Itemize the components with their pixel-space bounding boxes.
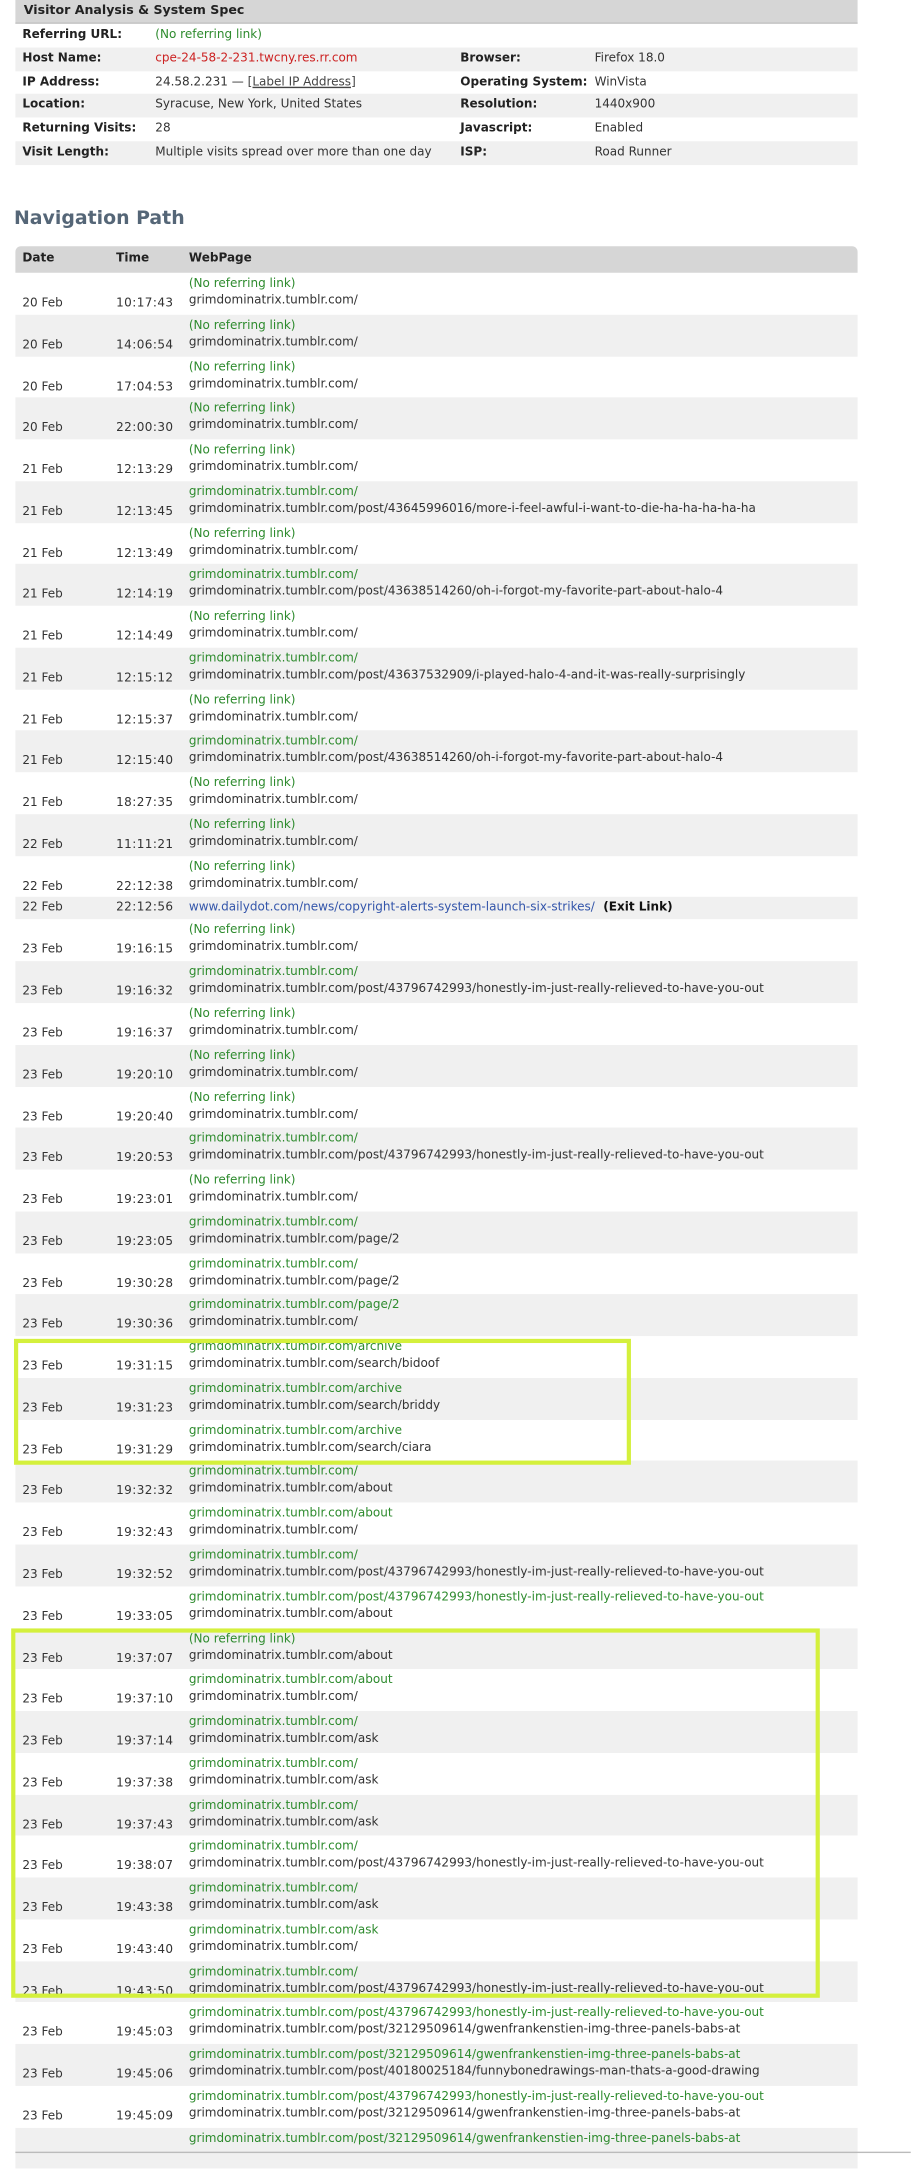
nav-row (15, 398, 857, 440)
nav-row-date: 23 Feb (22, 1818, 63, 1833)
nav-row (15, 1669, 857, 1711)
nav-row-referrer: (No referring link) (188, 318, 296, 333)
navigation-title: Navigation Path (13, 207, 185, 230)
nav-row (15, 1461, 857, 1503)
nav-row-date: 23 Feb (22, 1235, 63, 1250)
nav-row-referrer: (No referring link) (188, 401, 296, 416)
nav-row-date: 23 Feb (22, 1443, 63, 1458)
nav-row-time: 19:23:05 (116, 1235, 174, 1250)
nav-row (15, 1045, 857, 1087)
nav-row-date: 23 Feb (22, 943, 63, 958)
nav-row-webpage[interactable]: grimdominatrix.tumblr.com/ (188, 377, 358, 392)
label-ip-link[interactable]: [Label IP Address] (247, 74, 356, 89)
nav-row-date: 21 Feb (22, 629, 63, 644)
nav-row-date: 23 Feb (22, 1276, 63, 1291)
nav-row-referrer: (No referring link) (188, 1090, 296, 1105)
nav-row-webpage[interactable]: grimdominatrix.tumblr.com/page/2 (188, 1273, 400, 1288)
exit-link-url[interactable]: www.dailydot.com/news/copyright-alerts-system-launch-six-strikes/ (188, 901, 595, 916)
nav-row-webpage[interactable]: grimdominatrix.tumblr.com/search/bidoof (188, 1357, 440, 1372)
nav-row-webpage[interactable]: grimdominatrix.tumblr.com/ (188, 460, 358, 475)
nav-row-referrer[interactable]: grimdominatrix.tumblr.com/ (188, 1548, 358, 1563)
nav-row-webpage[interactable]: grimdominatrix.tumblr.com/post/43638514260/oh-i-forgot-my-favorite-part-about-halo-4 (188, 585, 724, 600)
nav-row-referrer[interactable]: grimdominatrix.tumblr.com/ (188, 735, 358, 750)
nav-row-time: 22:00:30 (116, 421, 174, 436)
col-date-header: Date (22, 251, 55, 266)
nav-row-date: 23 Feb (22, 1026, 63, 1041)
nav-row-referrer[interactable]: grimdominatrix.tumblr.com/ (188, 1215, 358, 1230)
nav-row-date: 21 Feb (22, 713, 63, 727)
nav-row-date: 23 Feb (22, 1776, 63, 1791)
nav-row-referrer[interactable]: grimdominatrix.tumblr.com/post/43796742993/honestly-im-just-really-relieved-to-have-you-out (188, 2089, 764, 2104)
ip-label: IP Address: (22, 74, 100, 89)
nav-row-referrer[interactable]: grimdominatrix.tumblr.com/ask (188, 1923, 379, 1938)
nav-row-webpage[interactable]: grimdominatrix.tumblr.com/post/43796742993/honestly-im-just-really-relieved-to-have-you-out (188, 1981, 764, 1996)
nav-row (15, 1086, 857, 1128)
nav-row (15, 814, 857, 856)
col-webpage-header: WebPage (188, 251, 252, 266)
nav-row-time: 12:15:37 (116, 713, 174, 727)
nav-row-time: 19:37:38 (116, 1776, 174, 1791)
nav-row-time: 19:31:23 (116, 1401, 174, 1416)
nav-row (15, 1794, 857, 1836)
nav-row-time: 19:37:14 (116, 1734, 174, 1749)
nav-row-time: 19:43:40 (116, 1943, 174, 1958)
nav-row-referrer[interactable]: grimdominatrix.tumblr.com/ (188, 965, 358, 980)
nav-row-referrer[interactable]: grimdominatrix.tumblr.com/about (188, 1673, 393, 1688)
nav-row-time: 19:20:40 (116, 1110, 174, 1125)
javascript-label: Javascript: (460, 121, 533, 136)
nav-row-time: 19:30:36 (116, 1318, 174, 1333)
nav-row (15, 1211, 857, 1253)
nav-row-date: 23 Feb (22, 1609, 63, 1624)
referring-label: Referring URL: (22, 27, 123, 42)
nav-row-referrer: (No referring link) (188, 776, 296, 791)
spec-row-ip (15, 71, 857, 94)
nav-row-referrer[interactable]: grimdominatrix.tumblr.com/post/32129509614/gwenfrankenstien-img-three-panels-babs-at (188, 2131, 741, 2146)
nav-row-webpage[interactable]: grimdominatrix.tumblr.com/ask (188, 1773, 379, 1788)
nav-row (15, 961, 857, 1003)
nav-row (15, 1253, 857, 1295)
nav-row-time: 19:45:03 (116, 2026, 174, 2041)
nav-row-webpage[interactable]: grimdominatrix.tumblr.com/ (188, 626, 358, 641)
nav-row-webpage[interactable]: grimdominatrix.tumblr.com/ (188, 543, 358, 558)
nav-row (15, 731, 857, 773)
nav-row-time: 19:45:06 (116, 2067, 174, 2082)
nav-row-webpage[interactable]: grimdominatrix.tumblr.com/post/43796742993/honestly-im-just-really-relieved-to-have-you-out (188, 1149, 764, 1164)
nav-row-webpage[interactable]: grimdominatrix.tumblr.com/ (188, 876, 358, 891)
nav-row-webpage[interactable]: grimdominatrix.tumblr.com/ask (188, 1815, 379, 1830)
nav-row-time: 19:33:05 (116, 1609, 174, 1624)
location-label: Location: (22, 98, 86, 113)
nav-row-date: 23 Feb (22, 1151, 63, 1166)
nav-row-webpage[interactable]: grimdominatrix.tumblr.com/ (188, 1315, 358, 1330)
nav-row-referrer[interactable]: grimdominatrix.tumblr.com/page/2 (188, 1298, 400, 1313)
nav-row-time: 19:38:07 (116, 1859, 174, 1874)
nav-row-referrer[interactable]: grimdominatrix.tumblr.com/post/43796742993/honestly-im-just-really-relieved-to-have-you-out (188, 1590, 764, 1605)
nav-row-date: 23 Feb (22, 1984, 63, 1999)
nav-row-time: 18:27:35 (116, 796, 174, 811)
host-value: cpe-24-58-2-231.twcny.res.rr.com (155, 51, 358, 66)
nav-row-time: 19:20:53 (116, 1151, 174, 1166)
nav-row-date: 23 Feb (22, 2109, 63, 2124)
nav-row-webpage[interactable]: grimdominatrix.tumblr.com/ (188, 1190, 358, 1205)
nav-row-referrer[interactable]: grimdominatrix.tumblr.com/ (188, 651, 358, 666)
returning-label: Returning Visits: (22, 121, 137, 136)
nav-row-webpage[interactable]: grimdominatrix.tumblr.com/ (188, 940, 358, 955)
nav-row-time: 19:43:50 (116, 1984, 174, 1999)
nav-row (15, 439, 857, 481)
spec-header: Visitor Analysis & System Spec (15, 0, 857, 24)
nav-row-date: 23 Feb (22, 1859, 63, 1874)
browser-value: Firefox 18.0 (594, 51, 665, 66)
nav-row-webpage[interactable]: grimdominatrix.tumblr.com/post/43637532909/i-played-halo-4-and-it-was-really-surprisingly (188, 668, 746, 683)
nav-row (15, 1586, 857, 1628)
ip-value: 24.58.2.231 — (155, 74, 244, 89)
location-value: Syracuse, New York, United States (155, 98, 362, 113)
nav-row (15, 648, 857, 690)
nav-row (15, 897, 857, 919)
nav-row-webpage[interactable]: grimdominatrix.tumblr.com/post/43796742993/honestly-im-just-really-relieved-to-have-you-out (188, 982, 764, 997)
nav-row-referrer[interactable]: grimdominatrix.tumblr.com/ (188, 1465, 358, 1480)
nav-row-date: 23 Feb (22, 1901, 63, 1916)
exit-link-label: (Exit Link) (603, 901, 673, 916)
nav-row-date: 23 Feb (22, 1943, 63, 1958)
nav-row-time: 19:32:52 (116, 1568, 174, 1583)
nav-row (15, 1378, 857, 1420)
nav-row (15, 2127, 857, 2169)
nav-row (15, 2003, 857, 2045)
nav-row (15, 1753, 857, 1795)
nav-row-webpage[interactable]: grimdominatrix.tumblr.com/ (188, 793, 358, 808)
nav-row-webpage[interactable]: grimdominatrix.tumblr.com/about (188, 1648, 393, 1663)
nav-row-referrer[interactable]: grimdominatrix.tumblr.com/post/32129509614/gwenfrankenstien-img-three-panels-babs-at (188, 2048, 741, 2063)
nav-row (15, 1836, 857, 1878)
nav-row-time: 19:32:32 (116, 1484, 174, 1499)
nav-row-date: 22 Feb (22, 901, 63, 916)
nav-row-date: 23 Feb (22, 1526, 63, 1541)
nav-row-webpage[interactable]: grimdominatrix.tumblr.com/post/43796742993/honestly-im-just-really-relieved-to-have-you-out (188, 1856, 764, 1871)
nav-row-date: 20 Feb (22, 379, 63, 394)
nav-row-time: 19:32:43 (116, 1526, 174, 1541)
nav-row-date: 23 Feb (22, 1484, 63, 1499)
nav-row (15, 273, 857, 315)
os-label: Operating System: (460, 74, 588, 89)
nav-row-webpage[interactable]: grimdominatrix.tumblr.com/about (188, 1607, 393, 1622)
nav-row (15, 1919, 857, 1961)
nav-row-date: 21 Feb (22, 671, 63, 686)
nav-row-referrer: (No referring link) (188, 859, 296, 874)
nav-row-time: 10:17:43 (116, 296, 174, 311)
spec-row-location (15, 94, 857, 117)
spec-row-referring (15, 24, 857, 47)
nav-row (15, 606, 857, 648)
nav-row-time: 12:13:45 (116, 504, 174, 519)
nav-row-time: 17:04:53 (116, 379, 174, 394)
nav-row-date: 23 Feb (22, 2026, 63, 2041)
col-time-header: Time (116, 251, 150, 266)
nav-row-referrer[interactable]: grimdominatrix.tumblr.com/about (188, 1507, 393, 1521)
nav-row-time: 12:14:19 (116, 588, 174, 603)
nav-row-time: 22:12:38 (116, 879, 174, 894)
nav-row (15, 356, 857, 398)
nav-row-webpage[interactable]: grimdominatrix.tumblr.com/ (188, 418, 358, 433)
nav-row-referrer: (No referring link) (188, 924, 296, 939)
isp-label: ISP: (460, 145, 488, 160)
visit-value: Multiple visits spread over more than one day (155, 145, 432, 160)
nav-row-time: 12:15:40 (116, 754, 174, 769)
nav-row-referrer: (No referring link) (188, 360, 296, 375)
nav-row-referrer[interactable]: grimdominatrix.tumblr.com/ (188, 1715, 358, 1730)
nav-row-referrer[interactable]: grimdominatrix.tumblr.com/ (188, 1840, 358, 1855)
nav-row-referrer: (No referring link) (188, 1173, 296, 1188)
nav-row-time: 19:45:09 (116, 2109, 174, 2124)
nav-row (15, 2044, 857, 2086)
nav-row-date: 21 Feb (22, 588, 63, 603)
nav-row-time: 12:14:49 (116, 629, 174, 644)
nav-row (15, 564, 857, 606)
nav-row (15, 689, 857, 731)
nav-row-webpage[interactable]: grimdominatrix.tumblr.com/ (188, 1065, 358, 1080)
nav-row-webpage[interactable]: grimdominatrix.tumblr.com/ (188, 1107, 358, 1122)
nav-row-time: 19:43:38 (116, 1901, 174, 1916)
nav-row (15, 1878, 857, 1920)
nav-row (15, 1295, 857, 1337)
referring-value: (No referring link) (155, 27, 262, 42)
nav-row-date: 21 Feb (22, 463, 63, 478)
nav-table-header (15, 246, 857, 273)
nav-row-date: 23 Feb (22, 1193, 63, 1208)
nav-row-webpage[interactable]: grimdominatrix.tumblr.com/post/32129509614/gwenfrankenstien-img-three-panels-babs-at (188, 2106, 741, 2121)
nav-row (15, 856, 857, 898)
nav-row-webpage[interactable]: grimdominatrix.tumblr.com/post/32129509614/gwenfrankenstien-img-three-panels-babs-at (188, 2023, 741, 2038)
nav-row-time: 19:16:37 (116, 1026, 174, 1041)
page-bottom-divider (15, 2152, 910, 2153)
nav-row-time: 11:11:21 (116, 837, 174, 852)
nav-row-date: 23 Feb (22, 1651, 63, 1666)
nav-row-referrer[interactable]: grimdominatrix.tumblr.com/archive (188, 1423, 402, 1438)
nav-row-date: 23 Feb (22, 1110, 63, 1125)
nav-row-referrer: (No referring link) (188, 1048, 296, 1063)
nav-row-date: 20 Feb (22, 421, 63, 436)
spec-row-host (15, 47, 857, 70)
isp-value: Road Runner (594, 145, 672, 160)
nav-row-webpage[interactable]: grimdominatrix.tumblr.com/search/briddy (188, 1398, 441, 1413)
nav-row-webpage[interactable]: grimdominatrix.tumblr.com/ (188, 293, 358, 308)
returning-value: 28 (155, 121, 171, 136)
nav-row-date: 21 Feb (22, 754, 63, 769)
nav-row (15, 1128, 857, 1170)
nav-row-webpage[interactable]: grimdominatrix.tumblr.com/ask (188, 1898, 379, 1913)
nav-row-time: 12:13:49 (116, 546, 174, 561)
nav-row-date: 22 Feb (22, 837, 63, 852)
nav-table-body (15, 273, 857, 2169)
nav-row-referrer[interactable]: grimdominatrix.tumblr.com/post/43796742993/honestly-im-just-really-relieved-to-have-you-out (188, 2006, 764, 2021)
nav-row-referrer[interactable]: grimdominatrix.tumblr.com/archive (188, 1340, 402, 1355)
nav-row-date: 20 Feb (22, 338, 63, 353)
nav-row-date: 23 Feb (22, 1693, 63, 1708)
nav-row-time: 19:16:32 (116, 985, 174, 1000)
nav-row-referrer: (No referring link) (188, 526, 296, 541)
nav-row-webpage[interactable]: grimdominatrix.tumblr.com/post/40180025184/funnybonedrawings-man-thats-a-good-drawing (188, 2065, 760, 2080)
nav-row-referrer: (No referring link) (188, 1007, 296, 1022)
nav-row-date: 23 Feb (22, 1734, 63, 1749)
nav-row (15, 1336, 857, 1378)
nav-row-referrer[interactable]: grimdominatrix.tumblr.com/ (188, 1798, 358, 1813)
nav-row-referrer[interactable]: grimdominatrix.tumblr.com/archive (188, 1382, 402, 1397)
nav-row-webpage[interactable]: grimdominatrix.tumblr.com/ (188, 1940, 358, 1955)
nav-row-referrer: (No referring link) (188, 1631, 296, 1646)
nav-row-referrer: (No referring link) (188, 610, 296, 625)
nav-row-webpage[interactable]: grimdominatrix.tumblr.com/post/43645996016/more-i-feel-awful-i-want-to-die-ha-ha-ha-ha-ha (188, 502, 756, 516)
nav-row-time: 19:31:15 (116, 1360, 174, 1375)
nav-row-date: 23 Feb (22, 1068, 63, 1083)
nav-row-date: 21 Feb (22, 504, 63, 519)
resolution-value: 1440x900 (594, 98, 656, 113)
nav-row-date: 23 Feb (22, 1360, 63, 1375)
nav-row-date: 22 Feb (22, 879, 63, 894)
nav-row-webpage[interactable]: grimdominatrix.tumblr.com/ (188, 1024, 358, 1039)
nav-row-date: 21 Feb (22, 546, 63, 561)
nav-row-webpage[interactable]: grimdominatrix.tumblr.com/ (188, 710, 358, 725)
host-label: Host Name: (22, 51, 102, 66)
nav-row-webpage[interactable]: grimdominatrix.tumblr.com/ (188, 1523, 358, 1538)
nav-row (15, 2086, 857, 2128)
nav-row-time: 14:06:54 (116, 338, 174, 353)
nav-row-webpage[interactable] (189, 897, 673, 919)
nav-row-referrer[interactable]: grimdominatrix.tumblr.com/ (188, 1257, 358, 1272)
nav-row-referrer[interactable]: grimdominatrix.tumblr.com/ (188, 1132, 358, 1147)
nav-row-date: 20 Feb (22, 296, 63, 311)
nav-row-referrer: (No referring link) (188, 277, 296, 291)
nav-row-referrer[interactable]: grimdominatrix.tumblr.com/ (188, 1965, 358, 1980)
nav-row-time: 19:16:15 (116, 943, 174, 958)
nav-row (15, 1003, 857, 1045)
nav-row (15, 1503, 857, 1545)
spec-table (15, 24, 857, 165)
nav-row-webpage[interactable]: grimdominatrix.tumblr.com/ask (188, 1732, 379, 1746)
nav-row (15, 920, 857, 962)
nav-row-time: 19:20:10 (116, 1068, 174, 1083)
nav-row-date: 23 Feb (22, 1401, 63, 1416)
nav-row-time: 12:15:12 (116, 671, 174, 686)
nav-row-time: 19:31:29 (116, 1443, 174, 1458)
nav-row-referrer[interactable]: grimdominatrix.tumblr.com/ (188, 1756, 358, 1771)
nav-row-referrer: (No referring link) (188, 818, 296, 833)
nav-row (15, 1961, 857, 2003)
spec-row-visit (15, 141, 857, 164)
nav-row-time: 22:12:56 (116, 901, 174, 916)
browser-label: Browser: (460, 51, 521, 66)
visit-label: Visit Length: (22, 145, 109, 160)
os-value: WinVista (594, 74, 647, 89)
nav-row-webpage[interactable]: grimdominatrix.tumblr.com/ (188, 335, 358, 350)
nav-row-referrer[interactable]: grimdominatrix.tumblr.com/ (188, 568, 358, 583)
nav-row (15, 1628, 857, 1670)
spec-row-returning (15, 118, 857, 141)
nav-row-webpage[interactable]: grimdominatrix.tumblr.com/page/2 (188, 1232, 400, 1247)
nav-row-time: 19:37:43 (116, 1818, 174, 1833)
nav-row-referrer: (No referring link) (188, 693, 296, 708)
nav-row-referrer[interactable]: grimdominatrix.tumblr.com/ (188, 1881, 358, 1896)
nav-row-time: 19:37:07 (116, 1651, 174, 1666)
javascript-value: Enabled (594, 121, 644, 136)
nav-row-webpage[interactable]: grimdominatrix.tumblr.com/about (188, 1482, 393, 1497)
nav-row (15, 1544, 857, 1586)
nav-row-date: 23 Feb (22, 1568, 63, 1583)
nav-row-time: 19:23:01 (116, 1193, 174, 1208)
nav-row-webpage[interactable]: grimdominatrix.tumblr.com/ (188, 835, 358, 850)
nav-row-webpage[interactable]: grimdominatrix.tumblr.com/ (188, 1690, 358, 1705)
nav-row (15, 1420, 857, 1462)
nav-row-referrer: (No referring link) (188, 443, 296, 458)
nav-row (15, 523, 857, 565)
nav-row (15, 1170, 857, 1212)
nav-row-time: 12:13:29 (116, 463, 174, 478)
nav-row-time: 19:30:28 (116, 1276, 174, 1291)
nav-row-webpage[interactable]: grimdominatrix.tumblr.com/search/ciara (188, 1440, 432, 1455)
nav-row-date: 23 Feb (22, 2067, 63, 2082)
nav-row-date: 21 Feb (22, 796, 63, 811)
ip-value-group (155, 71, 355, 94)
nav-row (15, 481, 857, 523)
nav-row-time: 19:37:10 (116, 1693, 174, 1708)
nav-row-referrer[interactable]: grimdominatrix.tumblr.com/ (188, 485, 358, 500)
nav-row (15, 773, 857, 815)
nav-row (15, 314, 857, 356)
nav-row-webpage[interactable]: grimdominatrix.tumblr.com/post/43796742993/honestly-im-just-really-relieved-to-have-you-out (188, 1565, 764, 1580)
resolution-label: Resolution: (460, 98, 538, 113)
nav-row (15, 1711, 857, 1753)
nav-row-date: 23 Feb (22, 985, 63, 1000)
nav-row-webpage[interactable]: grimdominatrix.tumblr.com/post/43638514260/oh-i-forgot-my-favorite-part-about-halo-4 (188, 751, 724, 766)
nav-row-date: 23 Feb (22, 1318, 63, 1333)
